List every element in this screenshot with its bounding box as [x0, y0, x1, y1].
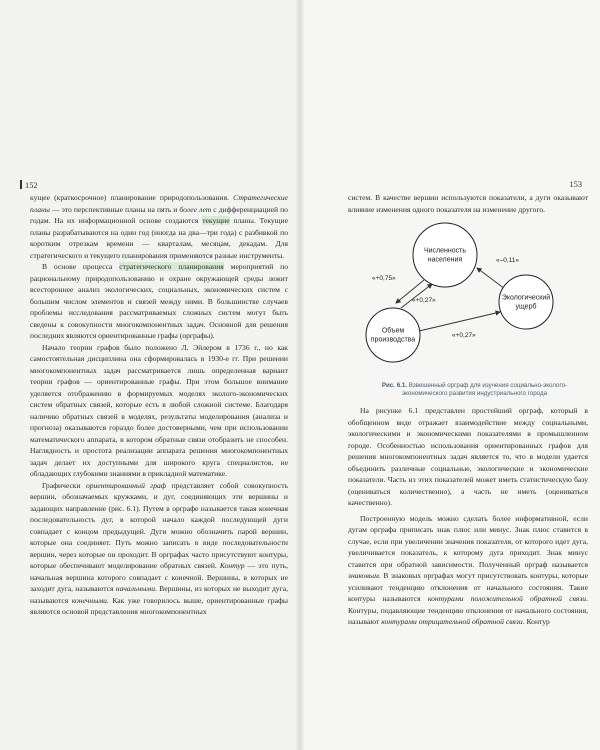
- node-population: [413, 223, 477, 287]
- figure-caption: Рис. 6.1. Взвешенный орграф для изучения социально-эколого-экономического развития индустриального города: [381, 382, 568, 397]
- edge-production-to-population: [401, 284, 432, 308]
- node-label: Экологический ущерб: [501, 294, 551, 311]
- edge-production-to-damage: [419, 312, 500, 331]
- edge-label: «+0,27»: [412, 297, 436, 304]
- highlighted-term: текущие: [202, 216, 230, 225]
- highlighted-term: стратегического планирования: [119, 262, 224, 271]
- right-page: [300, 0, 600, 750]
- node-ecological-damage: [499, 275, 553, 329]
- node-label: Объем производства: [370, 327, 416, 344]
- paragraph: кущее (краткосрочное) планирование природопользования. Стратегические планы — это перспективные планы на пять и более лет с дифференциацией по годам. На их информационной основе создаются текущие планы. Текущие планы разрабатываются на один год (иногда на два—три года) с разбивкой по коротким отрезкам времени — кварталам, месяцам, декадам. Для стратегического и текущего планирования применяются разные инструменты.: [30, 193, 288, 260]
- book-gutter: [296, 0, 304, 750]
- left-text-block: [30, 192, 288, 618]
- paragraph: Начало теории графов было положено Л. Эйлером в 1736 г., но как самостоятельная дисциплина она сформировалась в 1930-е гг. При решении многокомпонентных задач рассматривается лишь определенная вариант теории графов — ориентированные графы. При этом большое внимание уделяется отображению в формируемых моделях эколого-экономических систем обратных связей, которые есть в любой сложной системе. Благодаря наличию обратных связей в моделях, результаты моделирования (анализа и прогноза) оказываются гораздо более достоверными, чем при использовании математического аппарата, в котором обратные связи отобразить не способен. Наглядность и простота реализации аппарата решения многокомпонентных задач делает их доступными для широкого круга специалистов, не обладающих глубокими знаниями в прикладной математике.: [30, 342, 288, 478]
- paragraph: В основе процесса стратегического планирования мероприятий по рациональному природопользованию и охране окружающей среды лежит всестороннее анализ экологических, социальных, экономических систем с большим числом элементов и связей между ними. В большинстве случаев проблемы исследования рассматриваемых сложных систем могут быть сведены к совокупности многокомпонентных задач. Основной для решения последних являются ориентированные графы (орграфы).: [30, 262, 288, 340]
- page-number-left: 152: [20, 180, 38, 190]
- edge-damage-to-population: [477, 268, 505, 289]
- paragraph: Построенную модель можно сделать более информативной, если дугам орграфа приписать знак плюс или минус. Знак плюс ставится в случае, если при увеличении значения показателя, от которого идет дуга, увеличивается показатель, к которому дуга приходит. Знак минус ставится при обратной зависимости. Полученный орграф называется знаковым. В знаковых орграфах могут присутствовать контуры, которые усиливают тенденцию отклонения от начального состояния. Такие контуры называются контурами положительной обратной связи. Контуры, подавляющие тенденцию отклонения от начального состояния, называют контурами отрицательной обратной связи. Контур: [348, 513, 588, 626]
- digraph-figure: [300, 0, 600, 380]
- page-number-right: 153: [569, 180, 582, 189]
- paragraph: На рисунке 6.1 представлен простейший орграф, который в обобщенном виде отражает взаимодействие между социальными, экологическими и экономическими показателями в промышленном городе. Особенностью использования ориентированных графов для решения многокомпонентных задач является то, что в модели удается объединить различные социальные, экологические и экономические показатели. Часть из этих показателей может иметь статистическую базу (оцениваться количественно), а часть не иметь (оцениваться качественно).: [348, 406, 588, 507]
- node-production-volume: [366, 308, 420, 362]
- right-text-block: [348, 405, 588, 628]
- edge-label: «+0,27»: [452, 332, 476, 339]
- paragraph: Графически ориентированный граф представляет собой совокупность вершин, обозначаемых кружками, и дуг, соединяющих эти вершины и задающих направление (рис. 6.1). Путем в орграфе называется такая конечная последовательность дуг, в которой начало каждой последующей дуги совпадает с концом предыдущей. Дуги можно обозначить парой вершин, которые она соединяет. Путь можно записать в виде последовательности вершин, через которые он проходит. В орграфах часто присутствуют контуры, которые обеспечивают моделирование обратных связей. Контур — это путь, начальная вершина которого совпадает с конечной. Вершины, в которых не заходит дуга, называются начальными. Вершины, из которых не выходит дуга, называются конечными. Как уже говорилось выше, ориентированные графы являются основой представления многокомпонентных: [30, 480, 289, 616]
- edge-label: «–0,11»: [496, 257, 520, 264]
- node-label: Численность населения: [423, 247, 467, 264]
- right-intro-text: систем. В качестве вершин используются показатели, а дуги оказывают влияние изменения одного показателя на изменение другого.: [348, 193, 588, 214]
- edge-label: «+0,75»: [372, 275, 396, 282]
